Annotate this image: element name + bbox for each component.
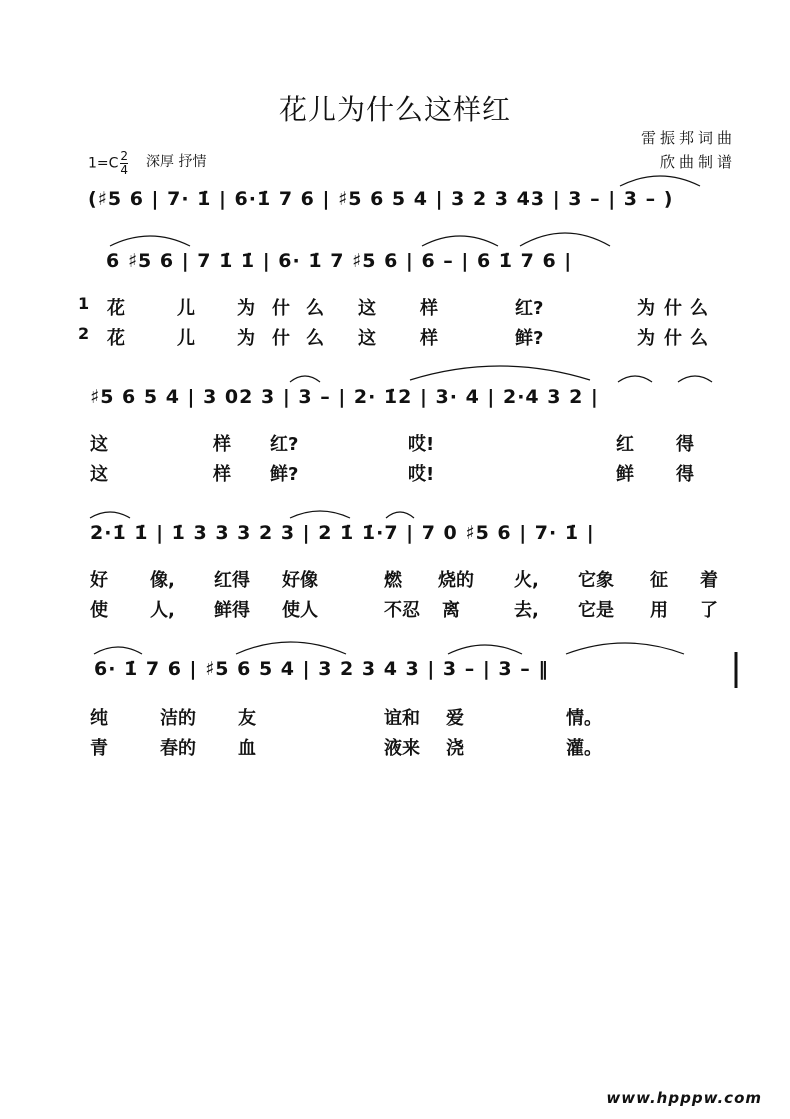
lyric-syllable: 这 (90, 464, 108, 485)
music-line-3: 2·1̇ 1̇ | 1̇ 3 3 3 2 3 | 2 1̇ 1̇·7 | 7 0 ♯5 6 | 7· 1̇ | (90, 522, 595, 544)
music-line-intro: (♯5 6 | 7· 1̇ | 6·1̇ 7 6 | ♯5 6 5 4 | 3 2 3 43 | 3 – | 3 – ) (88, 188, 674, 210)
lyric-syllable: 这 (90, 434, 108, 455)
lyric-syllable: 红? (515, 298, 544, 319)
lyric-syllable: 好 (90, 570, 108, 591)
lyric-syllable: 为 (637, 328, 655, 349)
lyric-syllable: 这 (358, 328, 376, 349)
slur-arc (422, 236, 498, 246)
lyric-syllable: 情。 (566, 708, 602, 729)
lyric-syllable: 灌。 (566, 738, 602, 759)
song-title: 花儿为什么这样红 (278, 93, 511, 126)
lyric-syllable: 着 (700, 570, 718, 591)
lyric-syllable: 么 (690, 298, 708, 319)
lyric-syllable: 得 (676, 464, 694, 485)
verse-number: 2 (78, 324, 90, 343)
lyric-syllable: 为 (237, 328, 255, 349)
lyric-syllable: 样 (213, 464, 231, 485)
lyric-syllable: 花 (107, 298, 125, 319)
time-denominator: 4 (120, 163, 129, 177)
slur-arc (566, 643, 684, 654)
lyric-syllable: 去, (514, 600, 539, 621)
slur-arc (290, 376, 320, 382)
lyric-syllable: 什 (272, 298, 290, 319)
lyric-syllable: 人, (150, 600, 175, 621)
music-line-4: 6· 1̇ 7 6 | ♯5 6 5 4 | 3 2 3 4 3 | 3 – | 3 – ‖ (94, 658, 549, 680)
lyric-syllable: 儿 (177, 298, 195, 319)
lyric-syllable: 红得 (214, 570, 250, 591)
lyric-syllable: 谊和 (384, 708, 420, 729)
lyric-syllable: 爱 (446, 708, 464, 729)
lyric-syllable: 什 (664, 298, 682, 319)
footer-watermark: www.hpppw.com (606, 1089, 762, 1107)
lyric-syllable: 友 (238, 708, 256, 729)
lyric-syllable: 它象 (578, 570, 614, 591)
time-signature (120, 150, 128, 177)
lyric-syllable: 得 (676, 434, 694, 455)
lyric-syllable: 哎! (408, 434, 435, 455)
lyric-syllable: 浇 (446, 738, 464, 759)
lyric-syllable: 液来 (384, 738, 420, 759)
lyric-syllable: 这 (358, 298, 376, 319)
lyric-syllable: 使 (90, 600, 108, 621)
lyric-syllable: 样 (420, 298, 438, 319)
lyric-syllable: 样 (420, 328, 438, 349)
lyric-syllable: 它是 (578, 600, 614, 621)
lyric-syllable: 为 (237, 298, 255, 319)
slur-arc (110, 236, 190, 246)
lyric-syllable: 不忍 (384, 600, 420, 621)
lyric-syllable: 么 (690, 328, 708, 349)
slur-arc (678, 376, 712, 382)
lyric-syllable: 好像 (282, 570, 318, 591)
lyric-syllable: 离 (442, 600, 460, 621)
lyric-syllable: 什 (272, 328, 290, 349)
lyricist-composer-credit: 雷振邦词曲 (640, 129, 736, 147)
lyric-syllable: 春的 (160, 738, 196, 759)
time-numerator: 2 (120, 149, 129, 163)
slur-arc (520, 233, 610, 246)
slur-arc (236, 642, 346, 654)
lyric-syllable: 么 (306, 298, 324, 319)
lyric-syllable: 洁的 (160, 708, 196, 729)
tempo-marking: 深厚 抒情 (146, 154, 207, 170)
lyric-syllable: 纯 (90, 708, 108, 729)
lyric-syllable: 了 (700, 600, 718, 621)
key-prefix: 1=C (88, 155, 119, 172)
lyric-syllable: 像, (150, 570, 175, 591)
slur-arc (620, 176, 700, 186)
lyric-syllable: 燃 (384, 570, 402, 591)
lyric-syllable: 红? (270, 434, 299, 455)
slur-arc (618, 376, 652, 382)
slur-arc (94, 647, 142, 654)
arranger-credit: 欣曲制谱 (659, 153, 736, 171)
lyric-syllable: 火, (514, 570, 539, 591)
slur-arc (448, 645, 522, 654)
lyric-syllable: 样 (213, 434, 231, 455)
lyric-syllable: 哎! (408, 464, 435, 485)
lyric-syllable: 鲜得 (214, 600, 250, 621)
key-signature (88, 150, 130, 177)
slur-arc (386, 512, 414, 518)
lyric-syllable: 鲜? (270, 464, 299, 485)
lyric-syllable: 为 (637, 298, 655, 319)
lyric-syllable: 什 (664, 328, 682, 349)
lyric-syllable: 用 (650, 600, 668, 621)
music-line-2: ♯5 6 5 4 | 3 02 3 | 3 – | 2· 1̇2 | 3· 4 | 2·4 3 2 | (90, 386, 599, 408)
music-line-1: 6 ♯5 6 | 7 1̇ 1̇ | 6· 1̇ 7 ♯5 6 | 6 – | 6 1̇ 7 6 | (106, 250, 573, 272)
lyric-syllable: 儿 (177, 328, 195, 349)
lyric-syllable: 征 (650, 570, 668, 591)
lyric-syllable: 鲜? (515, 328, 544, 349)
slur-arc (410, 366, 590, 380)
lyric-syllable: 鲜 (616, 464, 634, 485)
lyric-syllable: 红 (616, 434, 634, 455)
verse-number: 1 (78, 294, 90, 313)
lyric-syllable: 血 (238, 738, 256, 759)
lyric-syllable: 花 (107, 328, 125, 349)
lyric-syllable: 使人 (282, 600, 318, 621)
slur-arc (290, 511, 350, 518)
lyric-syllable: 烧的 (438, 570, 474, 591)
lyric-syllable: 么 (306, 328, 324, 349)
slur-arc (90, 512, 130, 518)
lyric-syllable: 青 (90, 738, 108, 759)
